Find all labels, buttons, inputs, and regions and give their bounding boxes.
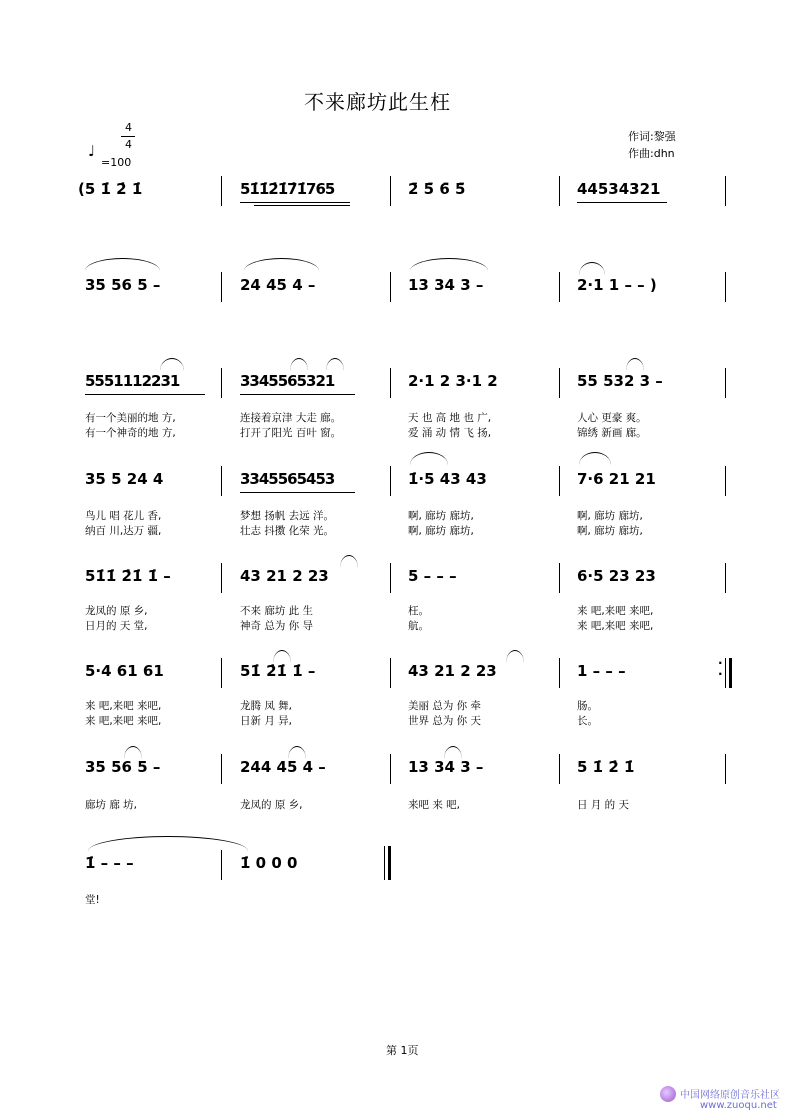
barline xyxy=(559,466,560,496)
lyric-6-1-b: 来 吧,来吧 来吧, xyxy=(85,715,162,727)
lyric-6-4-a: 肠。 xyxy=(577,700,598,712)
barline xyxy=(725,754,726,784)
lyric-8-1: 堂! xyxy=(85,894,100,906)
measure-4-2: 3345565453 xyxy=(240,470,335,488)
tie xyxy=(88,836,248,851)
measure-5-4: 6·5 23 23 xyxy=(577,567,656,585)
slur xyxy=(626,358,644,371)
barline xyxy=(221,368,222,398)
measure-3-1: 5551112231 xyxy=(85,372,180,390)
measure-1-4: 44534321 xyxy=(577,180,661,198)
measure-3-4: 55 532 3 – xyxy=(577,372,663,390)
measure-5-2: 43 21 2 23 xyxy=(240,567,329,585)
slur xyxy=(579,452,611,465)
final-barline-thick xyxy=(388,846,391,880)
lyric-6-1-a: 来 吧,来吧 来吧, xyxy=(85,700,162,712)
lyric-4-3-b: 啊, 廊坊 廊坊, xyxy=(408,525,474,537)
barline xyxy=(725,368,726,398)
page-number: 第 1页 xyxy=(386,1044,419,1057)
barline xyxy=(221,563,222,593)
composer-credit: 作曲:dhn xyxy=(628,147,675,160)
measure-6-3: 43 21 2 23 xyxy=(408,662,497,680)
measure-1-1: (5 1̇ 2̇ 1̇ xyxy=(78,180,143,198)
lyric-3-1-a: 有一个美丽的地 方, xyxy=(85,412,176,424)
measure-7-1: 35 56 5 – xyxy=(85,758,161,776)
measure-6-2: 51̇ 2̇1̇ 1̇ – xyxy=(240,662,316,680)
lyric-3-2-b: 打开了阳光 百叶 窗。 xyxy=(240,427,342,439)
lyric-4-1-a: 鸟儿 唱 花儿 香, xyxy=(85,510,162,522)
lyric-6-2-b: 日新 月 异, xyxy=(240,715,293,727)
measure-8-2: 1̇ 0 0 0 xyxy=(240,854,298,872)
lyric-4-4-b: 啊, 廊坊 廊坊, xyxy=(577,525,643,537)
lyric-5-3-a: 枉。 xyxy=(408,605,429,617)
barline xyxy=(221,658,222,688)
watermark-logo-icon xyxy=(660,1086,676,1102)
barline xyxy=(725,272,726,302)
lyric-5-3-b: 航。 xyxy=(408,620,429,632)
measure-7-4: 5 1̇ 2̇ 1̇ xyxy=(577,758,635,776)
barline xyxy=(559,176,560,206)
slur xyxy=(410,258,488,271)
lyric-4-3-a: 啊, 廊坊 廊坊, xyxy=(408,510,474,522)
final-barline-thin xyxy=(384,846,385,880)
lyric-3-4-b: 锦绣 新画 廊。 xyxy=(577,427,647,439)
slur xyxy=(410,452,448,465)
time-signature-bottom: 4 xyxy=(125,138,132,151)
measure-4-1: 35 5 24 4 xyxy=(85,470,164,488)
lyric-7-4: 日 月 的 天 xyxy=(577,799,630,811)
lyric-5-2-b: 神奇 总为 你 导 xyxy=(240,620,314,632)
measure-7-3: 13 34 3 – xyxy=(408,758,484,776)
barline xyxy=(221,466,222,496)
barline xyxy=(390,272,391,302)
barline xyxy=(559,272,560,302)
slur xyxy=(506,650,524,663)
slur xyxy=(340,555,358,568)
measure-2-1: 35 56 5 – xyxy=(85,276,161,294)
lyric-6-3-b: 世界 总为 你 天 xyxy=(408,715,482,727)
quarter-note-icon: ♩ xyxy=(88,142,96,160)
measure-5-1: 51̇1̇ 2̇1̇ 1̇ – xyxy=(85,567,171,585)
measure-3-3: 2·1 2 3·1 2 xyxy=(408,372,498,390)
barline xyxy=(390,754,391,784)
measure-6-1: 5·4 61 61 xyxy=(85,662,164,680)
lyric-3-2-a: 连接着京津 大走 廊。 xyxy=(240,412,342,424)
tempo-marking: =100 xyxy=(101,156,132,169)
barline xyxy=(390,176,391,206)
lyric-4-1-b: 纳百 川,达万 疆, xyxy=(85,525,162,537)
measure-2-4: 2·1 1 – – ) xyxy=(577,276,657,294)
measure-1-3: 2̄ 5̄ 6̄ 5̄ xyxy=(408,180,466,198)
lyric-5-4-b: 来 吧,来吧 来吧, xyxy=(577,620,654,632)
lyric-3-4-a: 人心 更豪 爽。 xyxy=(577,412,647,424)
watermark-url: www.zuoqu.net xyxy=(700,1100,777,1111)
barline xyxy=(390,563,391,593)
repeat-barline xyxy=(729,658,732,688)
slur xyxy=(160,358,184,371)
measure-2-2: 24 45 4 – xyxy=(240,276,316,294)
measure-2-3: 13 34 3 – xyxy=(408,276,484,294)
slur xyxy=(244,258,319,271)
lyric-6-4-b: 长。 xyxy=(577,715,598,727)
lyric-7-2: 龙凤的 原 乡, xyxy=(240,799,303,811)
barline xyxy=(559,658,560,688)
lyric-3-3-b: 爱 涌 动 情 飞 扬, xyxy=(408,427,492,439)
measure-1-2: 51̇1̇2̇1̇7̇1̇765 xyxy=(240,180,335,198)
barline xyxy=(390,658,391,688)
lyric-3-3-a: 天 也 高 地 也 广, xyxy=(408,412,492,424)
measure-3-2: 3345565321 xyxy=(240,372,335,390)
measure-4-4: 7·6 21 21 xyxy=(577,470,656,488)
measure-4-3: 1̇·5 43 43 xyxy=(408,470,487,488)
measure-5-3: 5 – – – xyxy=(408,567,457,585)
slur xyxy=(290,358,308,371)
lyric-5-4-a: 来 吧,来吧 来吧, xyxy=(577,605,654,617)
barline xyxy=(725,466,726,496)
barline xyxy=(221,272,222,302)
slur xyxy=(579,262,605,275)
lyric-4-2-a: 梦想 扬帆 去远 洋。 xyxy=(240,510,335,522)
measure-6-4: 1 – – – xyxy=(577,662,626,680)
lyric-4-2-b: 壮志 抖擞 化荣 光。 xyxy=(240,525,335,537)
barline xyxy=(221,754,222,784)
lyric-6-2-a: 龙腾 凤 舞, xyxy=(240,700,293,712)
barline xyxy=(221,850,222,880)
barline xyxy=(221,176,222,206)
lyric-7-1: 廊坊 廊 坊, xyxy=(85,799,138,811)
time-signature-line xyxy=(121,136,135,137)
slur xyxy=(85,258,160,271)
barline xyxy=(559,754,560,784)
lyric-7-3: 来吧 来 吧, xyxy=(408,799,461,811)
slur xyxy=(326,358,344,371)
measure-7-2: 244 45 4 – xyxy=(240,758,326,776)
barline xyxy=(390,466,391,496)
repeat-dots: · · xyxy=(718,656,723,681)
lyricist-credit: 作词:黎强 xyxy=(628,130,676,143)
lyric-5-1-b: 日月的 天 堂, xyxy=(85,620,148,632)
lyric-4-4-a: 啊, 廊坊 廊坊, xyxy=(577,510,643,522)
barline xyxy=(725,176,726,206)
lyric-6-3-a: 美丽 总为 你 牵 xyxy=(408,700,482,712)
lyric-3-1-b: 有一个神奇的地 方, xyxy=(85,427,176,439)
measure-8-1: 1̇ – – – xyxy=(85,854,134,872)
barline xyxy=(725,563,726,593)
barline xyxy=(559,563,560,593)
page-title: 不来廊坊此生枉 xyxy=(304,90,451,114)
lyric-5-1-a: 龙凤的 原 乡, xyxy=(85,605,148,617)
lyric-5-2-a: 不来 廊坊 此 生 xyxy=(240,605,314,617)
barline xyxy=(725,658,726,688)
watermark-title: 中国网络原创音乐社区 xyxy=(680,1090,780,1101)
barline xyxy=(390,368,391,398)
barline xyxy=(559,368,560,398)
time-signature-top: 4 xyxy=(125,121,132,134)
